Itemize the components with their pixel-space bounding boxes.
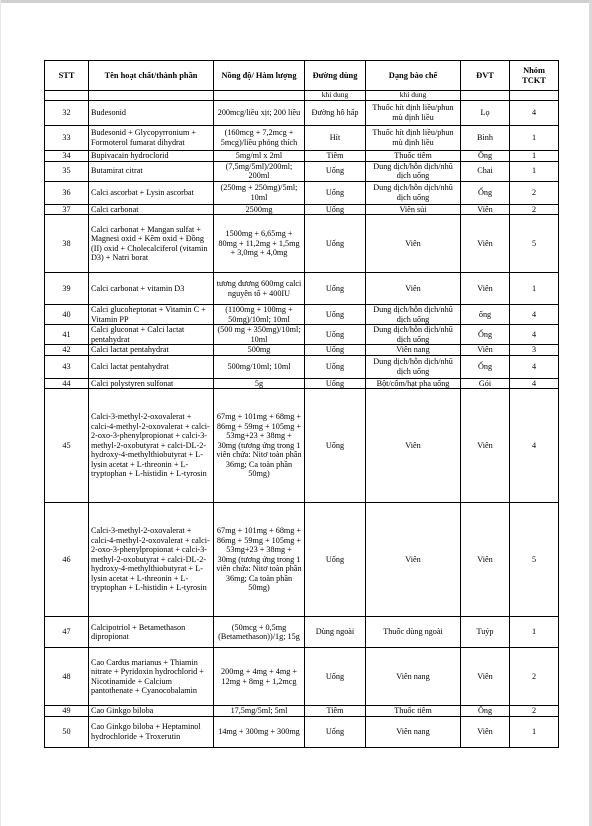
cell-group: 2 xyxy=(510,648,559,706)
header-name: Tên hoạt chất/thành phần xyxy=(89,61,214,91)
cell-stt: 46 xyxy=(45,503,89,617)
header-route: Đường dùng xyxy=(305,61,366,91)
cell-group: 2 xyxy=(510,181,559,204)
cell-name: Calci polystyren sulfonat xyxy=(89,378,214,389)
table-row xyxy=(45,503,559,617)
cell-unit: Ống xyxy=(461,706,510,717)
cell-stt: 48 xyxy=(45,648,89,706)
table-row xyxy=(45,378,559,389)
cell-stt: 41 xyxy=(45,325,89,345)
cell-strength: 5mg/ml x 2ml xyxy=(214,151,305,162)
cell-form: Viên xyxy=(366,215,461,273)
cell-form: Viên xyxy=(366,273,461,305)
cell-group: 1 xyxy=(510,126,559,151)
cell-stt: 35 xyxy=(45,161,89,181)
cell-group: 1 xyxy=(510,273,559,305)
cell-name: Calci carbonat xyxy=(89,204,214,215)
cell-route: Uống xyxy=(305,648,366,706)
cell-strength: 200mg + 4mg + 4mg + 12mg + 8mg + 1,2mcg xyxy=(214,648,305,706)
cell-group: 1 xyxy=(510,161,559,181)
cell-form: Thuốc tiêm xyxy=(366,706,461,717)
cell-name: Butamirat citrat xyxy=(89,161,214,181)
cell-stt: 47 xyxy=(45,617,89,648)
table-row xyxy=(45,101,559,126)
continuation-form: khí dung xyxy=(366,91,461,101)
cell-strength: (50mcg + 0,5mg (Betamethason))/1g; 15g xyxy=(214,617,305,648)
cell-group: 4 xyxy=(510,355,559,378)
cell-group: 4 xyxy=(510,389,559,503)
cell-name: Calci lactat pentahydrat xyxy=(89,355,214,378)
cell-strength: (500 mg + 350mg)/10ml; 10ml xyxy=(214,325,305,345)
cell-form: Viên nang xyxy=(366,648,461,706)
page-left-edge xyxy=(0,0,1,826)
cell-route: Đường hô hấp xyxy=(305,101,366,126)
cell-name: Calci-3-methyl-2-oxovalerat + calci-4-methyl-2-oxovalerat + calci-2-oxo-3-phenylpropionat + calci-3-methyl-2-oxobutyrat + calci-DL-2-hydroxy-4-methylthiobutyrat + L-lysin acetat + L-threonin + L-tryptophan + L-histidin + L-tyrosin xyxy=(89,503,214,617)
cell-route: Uống xyxy=(305,716,366,747)
continuation-row xyxy=(45,91,559,101)
cell-unit: Viên xyxy=(461,503,510,617)
cell-group: 4 xyxy=(510,101,559,126)
cell-unit: Bình xyxy=(461,126,510,151)
table-row xyxy=(45,215,559,273)
cell-route: Uống xyxy=(305,273,366,305)
table-row xyxy=(45,204,559,215)
cell-unit: Viên xyxy=(461,273,510,305)
cell-strength: tương đương 600mg calci nguyên tố + 400IU xyxy=(214,273,305,305)
cell-stt: 44 xyxy=(45,378,89,389)
cell-name: Budesonid xyxy=(89,101,214,126)
cell-name: Budesonid + Glycopyrronium + Formoterol fumarat dihydrat xyxy=(89,126,214,151)
cell-route: Dùng ngoài xyxy=(305,617,366,648)
cell-unit: Tuýp xyxy=(461,617,510,648)
cell-name: Calci glucoheptonat + Vitamin C + Vitamin PP xyxy=(89,305,214,325)
cell-form: Dung dịch/hỗn dịch/nhũ dịch uống xyxy=(366,181,461,204)
cell-form: Thuốc hít định liều/phun mù định liều xyxy=(366,126,461,151)
continuation-cell xyxy=(214,91,305,101)
cell-unit: ống xyxy=(461,305,510,325)
cell-unit: Viên xyxy=(461,648,510,706)
cell-group: 4 xyxy=(510,325,559,345)
cell-form: Viên sủi xyxy=(366,204,461,215)
cell-strength: 5g xyxy=(214,378,305,389)
cell-group: 1 xyxy=(510,151,559,162)
cell-group: 4 xyxy=(510,305,559,325)
cell-group: 5 xyxy=(510,215,559,273)
cell-name: Bupivacain hydroclorid xyxy=(89,151,214,162)
cell-unit: Gói xyxy=(461,378,510,389)
cell-group: 5 xyxy=(510,503,559,617)
cell-unit: Viên xyxy=(461,215,510,273)
table-row xyxy=(45,355,559,378)
cell-name: Calci-3-methyl-2-oxovalerat + calci-4-methyl-2-oxovalerat + calci-2-oxo-3-phenylpropionat + calci-3-methyl-2-oxobutyrat + calci-DL-2-hydroxy-4-methylthiobutyrat + L-lysin acetat + L-threonin + L-tryptophan + L-histidin + L-tyrosin xyxy=(89,389,214,503)
cell-strength: (160mcg + 7,2mcg + 5mcg)/liều phóng thích xyxy=(214,126,305,151)
cell-stt: 33 xyxy=(45,126,89,151)
cell-name: Calci gluconat + Calci lactat pentahydrat xyxy=(89,325,214,345)
cell-group: 2 xyxy=(510,706,559,717)
table-row xyxy=(45,345,559,356)
cell-unit: Viên xyxy=(461,345,510,356)
continuation-cell xyxy=(89,91,214,101)
cell-stt: 49 xyxy=(45,706,89,717)
cell-stt: 39 xyxy=(45,273,89,305)
table-row xyxy=(45,151,559,162)
table-row xyxy=(45,716,559,747)
table-row xyxy=(45,389,559,503)
cell-strength: 14mg + 300mg + 300mg xyxy=(214,716,305,747)
cell-route: Uống xyxy=(305,389,366,503)
cell-strength: 2500mg xyxy=(214,204,305,215)
cell-name: Calci ascorbat + Lysin ascorbat xyxy=(89,181,214,204)
cell-route: Uống xyxy=(305,215,366,273)
cell-stt: 37 xyxy=(45,204,89,215)
cell-unit: Ống xyxy=(461,181,510,204)
cell-group: 2 xyxy=(510,204,559,215)
header-group: Nhóm TCKT xyxy=(510,61,559,91)
cell-strength: 17,5mg/5ml; 5ml xyxy=(214,706,305,717)
cell-stt: 38 xyxy=(45,215,89,273)
cell-route: Uống xyxy=(305,204,366,215)
continuation-cell xyxy=(461,91,510,101)
table-row xyxy=(45,273,559,305)
cell-route: Uống xyxy=(305,325,366,345)
cell-unit: Ống xyxy=(461,355,510,378)
cell-name: Cao Ginkgo biloba xyxy=(89,706,214,717)
cell-strength: (250mg + 250mg)/5ml; 10ml xyxy=(214,181,305,204)
cell-strength: 500mg xyxy=(214,345,305,356)
header-form: Dạng bào chế xyxy=(366,61,461,91)
cell-form: Viên nang xyxy=(366,345,461,356)
cell-form: Thuốc hít định liều/phun mù định liều xyxy=(366,101,461,126)
cell-stt: 45 xyxy=(45,389,89,503)
cell-strength: 200mcg/liều xịt; 200 liều xyxy=(214,101,305,126)
cell-strength: 1500mg + 6,65mg + 80mg + 11,2mg + 1,5mg + 3,0mg + 4,0mg xyxy=(214,215,305,273)
cell-group: 1 xyxy=(510,617,559,648)
cell-name: Cao Cardus marianus + Thiamin nitrate + Pyridoxin hydrochlorid + Nicotinamide + Calcium pantothenate + Cyanocobalamin xyxy=(89,648,214,706)
cell-strength: (7,5mg/5ml)/200ml; 200ml xyxy=(214,161,305,181)
table-header-row xyxy=(45,61,559,91)
cell-unit: Viên xyxy=(461,716,510,747)
drug-list-table xyxy=(44,60,559,748)
continuation-route: khí dung xyxy=(305,91,366,101)
cell-strength: 500mg/10ml; 10ml xyxy=(214,355,305,378)
cell-route: Uống xyxy=(305,503,366,617)
cell-strength: (1100mg + 100mg + 50mg)/10ml; 10ml xyxy=(214,305,305,325)
cell-route: Uống xyxy=(305,181,366,204)
cell-form: Viên xyxy=(366,389,461,503)
table-row xyxy=(45,161,559,181)
header-stt: STT xyxy=(45,61,89,91)
cell-unit: Chai xyxy=(461,161,510,181)
cell-unit: Ống xyxy=(461,325,510,345)
cell-stt: 50 xyxy=(45,716,89,747)
cell-stt: 36 xyxy=(45,181,89,204)
cell-group: 4 xyxy=(510,378,559,389)
cell-route: Hít xyxy=(305,126,366,151)
cell-name: Calci carbonat + Mangan sulfat + Magnesi oxid + Kẽm oxid + Đồng (II) oxid + Cholecalciferol (vitamin D3) + Natri borat xyxy=(89,215,214,273)
cell-form: Thuốc tiêm xyxy=(366,151,461,162)
continuation-cell xyxy=(45,91,89,101)
cell-name: Cao Ginkgo biloba + Heptaminol hydrochloride + Troxerutin xyxy=(89,716,214,747)
cell-strength: 67mg + 101mg + 68mg + 86mg + 59mg + 105mg + 53mg+23 + 38mg + 30mg (tương ứng trong 1 viên chứa: Nitơ toàn phần 36mg; Ca toàn phần 50mg) xyxy=(214,503,305,617)
cell-route: Uống xyxy=(305,355,366,378)
cell-form: Viên nang xyxy=(366,716,461,747)
table-row xyxy=(45,648,559,706)
cell-form: Viên xyxy=(366,503,461,617)
cell-route: Tiêm xyxy=(305,706,366,717)
cell-unit: Viên xyxy=(461,389,510,503)
cell-group: 1 xyxy=(510,716,559,747)
cell-route: Uống xyxy=(305,305,366,325)
cell-unit: Lọ xyxy=(461,101,510,126)
table-row xyxy=(45,706,559,717)
cell-form: Bột/cốm/hạt pha uống xyxy=(366,378,461,389)
cell-stt: 42 xyxy=(45,345,89,356)
cell-route: Uống xyxy=(305,378,366,389)
cell-route: Uống xyxy=(305,161,366,181)
header-strength: Nồng độ/ Hàm lượng xyxy=(214,61,305,91)
cell-stt: 34 xyxy=(45,151,89,162)
cell-unit: Viên xyxy=(461,204,510,215)
cell-name: Calci lactat pentahydrat xyxy=(89,345,214,356)
table-row xyxy=(45,325,559,345)
cell-stt: 40 xyxy=(45,305,89,325)
table-row xyxy=(45,126,559,151)
cell-strength: 67mg + 101mg + 68mg + 86mg + 59mg + 105mg + 53mg+23 + 38mg + 30mg (tương ứng trong 1 viên chứa: Nitơ toàn phần 36mg; Ca toàn phần 50mg) xyxy=(214,389,305,503)
cell-name: Calcipotriol + Betamethason dipropionat xyxy=(89,617,214,648)
cell-name: Calci carbonat + vitamin D3 xyxy=(89,273,214,305)
cell-stt: 32 xyxy=(45,101,89,126)
cell-form: Thuốc dùng ngoài xyxy=(366,617,461,648)
table-row xyxy=(45,617,559,648)
cell-unit: Ống xyxy=(461,151,510,162)
cell-group: 3 xyxy=(510,345,559,356)
continuation-cell xyxy=(510,91,559,101)
cell-form: Dung dịch/hỗn dịch/nhũ dịch uống xyxy=(366,355,461,378)
cell-form: Dung dịch/hỗn dịch/nhũ dịch uống xyxy=(366,305,461,325)
page-top-edge xyxy=(0,0,592,3)
header-unit: ĐVT xyxy=(461,61,510,91)
cell-route: Uống xyxy=(305,345,366,356)
table-row xyxy=(45,305,559,325)
table-row xyxy=(45,181,559,204)
cell-route: Tiêm xyxy=(305,151,366,162)
cell-form: Dung dịch/hỗn dịch/nhũ dịch uống xyxy=(366,161,461,181)
cell-form: Dung dịch/hỗn dịch/nhũ dịch uống xyxy=(366,325,461,345)
cell-stt: 43 xyxy=(45,355,89,378)
